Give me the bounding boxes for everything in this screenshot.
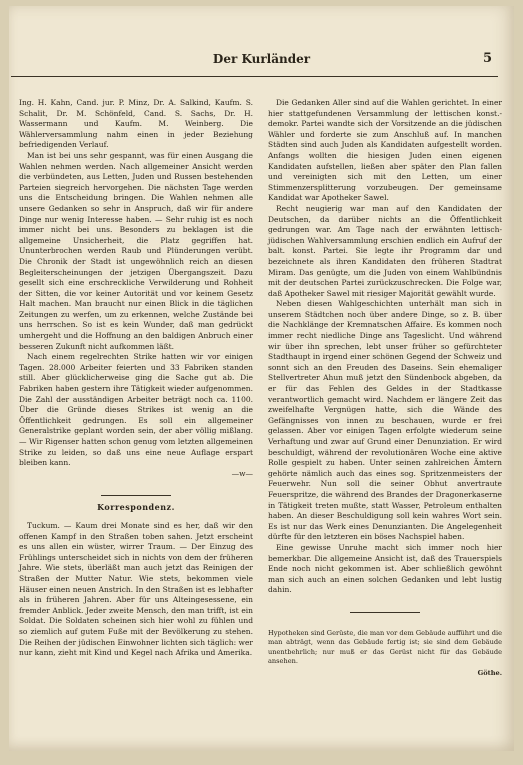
paragraph: Man ist bei uns sehr gespannt, was für einen Ausgang die Wahlen nehmen werden. Nach allgemeiner Ansicht werden die verbündeten, aus Letten, Juden und Russen bestehenden Parteien siegreich hervorgehen. Die nächsten Tage werden uns die Entscheidung bringen. Die Wahlen nehmen alle unsere Gedanken so sehr in Anspruch, daß wir für andere Dinge nur wenig Interesse haben. — Sehr ruhig ist es noch immer nicht bei uns. Besonders zu beklagen ist die allgemeine Unsicherheit, die Platz gegriffen hat. Ununterbrochen werden Raub und Plünderungen verübt. Die Chronik der Stadt ist ungewöhnlich reich an diesen Begleiterscheinungen der jetzigen Übergangszeit. Dazu gesellt sich eine erschreckliche Verwilderung und Rohheit der Sitten, die vor keiner Autorität und vor keinem Gesetz Halt machen. Man braucht nur einen Blick in die täglichen Zeitungen zu werfen, um zu erkennen, welche Zustände bei uns herrschen. So ist es kein Wunder, daß man gedrückt umhergeht und die Hoffnung an den baldigen Anbruch einer besseren Zukunft nicht aufkommen läßt. [19,150,253,351]
quote-box [268,629,502,678]
page-title: Der Kurländer [212,52,311,66]
paragraph: Recht neugierig war man auf den Kandidaten der Deutschen, da darüber nichts an die Öffentlichkeit gedrungen war. Am Tage nach der erwähnten lettisch-jüdischen Wahlversammlung erschien endlich ein Aufruf der balt. konst. Partei. Sie legte ihr Programm dar und bezeichnete als ihren Kandidaten den früheren Stadtrat Miram. Das genügte, um die Juden von einem Wahlbündnis mit der deutschen Partei zurückzuschrecken. Die Folge war, daß Apotheker Sawel mit riesiger Majorität gewählt wurde. [268,203,502,298]
correspondence-paragraph: Tuckum. — Kaum drei Monate sind es her, daß wir den offenen Kampf in den Straßen toben sahen. Jetzt erscheint es uns allen ein wüster, wirrer Traum. — Der Einzug des Frühlings unterscheidet sich in nichts von dem der früheren Jahre. Wie stets, überläßt man auch jetzt das Reinigen der Straßen der Mutter Natur. Wie stets, bekommen viele Häuser einen neuen Anstrich. In den Straßen ist es lebhafter als in früheren Jahren. Aber für uns Alteingesessene, ein fremder Anblick. Jeder zweite Mensch, den man trifft, ist ein Soldat. Die Soldaten scheinen sich hier wohl zu fühlen und so ziemlich auf gutem Fuße mit der Bevölkerung zu stehen. Die Reihen der jüdischen Einwohner lichten sich täglich: wer nur kann, zieht mit Kind und Kegel nach Afrika und Amerika. [19,520,253,658]
section-heading: Korrespondenz. [97,502,175,513]
quote-text: Hypotheken sind Gerüste, die man vor dem Gebäude aufführt und die man abträgt, wenn das Gebäude fertig ist; sie sind dem Gebäude unentbehrlich; nur muß er das Gerüst nicht für das Gebäude ansehen. [268,628,502,666]
paragraph: Eine gewisse Unruhe macht sich immer noch hier bemerkbar. Die allgemeine Ansicht ist, daß des Trauerspiels Ende noch nicht gekommen ist. Aber schließlich gewöhnt man sich auch an einen solchen Gedanken und lebt lustig dahin. [268,542,502,595]
section-divider [101,495,171,496]
page-header [9,52,514,74]
paragraph: Ing. H. Kahn, Cand. jur. P. Minz, Dr. A. Salkind, Kaufm. S. Schalit, Dr. M. Schönfeld, Cand. S. Sachs, Dr. H. Wassermann und Kaufm. M. Weinberg. Die Wählerversammlung nahm einen in jeder Beziehung befriedigenden Verlauf. [19,98,253,150]
signoff: —w— [231,468,253,478]
page-number: 5 [482,51,492,66]
header-rule [11,76,498,77]
paragraph: Die Gedanken Aller sind auf die Wahlen gerichtet. In einer hier stattgefundenen Versammlung der lettischen konst.-demokr. Partei wandte sich der Vorsitzende an die jüdischen Wähler und forderte sie zum Anschluß auf. In manchen Städten sind auch Juden als Kandidaten aufgestellt worden. Anfangs wollten die hiesigen Juden einen eigenen Kandidaten aufstellen, ließen aber später den Plan fallen und vereinigten sich mit den Letten, um einer Stimmenzersplitterung vorzubeugen. Der gemeinsame Kandidat war Apotheker Sawel. [268,98,502,203]
right-column [268,98,502,678]
quote-author: Göthe. [477,668,502,677]
left-column [19,98,253,659]
paragraph: Neben diesen Wahlgeschichten unterhält man sich in unserem Städtchen noch über andere Dinge, so z. B. über die Nachklänge der Kremnatschen Affaire. Es kommen noch immer recht niedliche Dinge ans Tageslicht. Und während wir über ihn sprechen, lebt unser früher so gefürchteter Stadthaupt in irgend einer schönen Gegend der Schweiz und sonnt sich an den Freuden des Daseins. Sein ehemaliger Stellvertreter Ahun muß jetzt den Sündenbock abgeben, da er für das Fehlen des Geldes in der Stadtkasse verantwortlich gemacht wird. Nachdem er längere Zeit das zweifelhafte Vergnügen hatte, sich die Wände des Gefängnisses von innen zu beschauen, wurde er frei gelassen. Aber vor einigen Tagen erfolgte wiederum seine Verhaftung und zwar auf Grund einer Denunziation. Er wird beschuldigt, während der revolutionären Woche eine aktive Rolle gespielt zu haben. Unter seinen zahlreichen Ämtern gehörte nämlich auch das eines sog. Spritzenmeisters der Feuerwehr. Nun soll die seiner Obhut anvertraute Feuerspritze, die während des Brandes der Dragonerkaserne in Tätigkeit treten mußte, statt Wasser, Petroleum enthalten haben. An dieser Beschuldigung soll kein wahres Wort sein. Es ist nur das Werk eines Denunzianten. Die Angelegenheit dürfte für den letzteren ein böses Nachspiel haben. [268,299,502,542]
newspaper-page [9,6,514,751]
paragraph: Nach einem regelrechten Strike hatten wir vor einigen Tagen. 28.000 Arbeiter feierten und 33 Fabriken standen still. Aber glücklicherweise ging die Sache gut ab. Die Fabriken haben gestern ihre Tätigkeit wieder aufgenommen. Die Zahl der ausständigen Arbeiter beträgt noch ca. 1100. Über die Gründe dieses Strikes ist wenig an die Öffentlichkeit gedrungen. Es soll ein allgemeiner Generalstrike geplant worden sein, der aber völlig mißlang. — Wir Rigenser hatten schon genug vom letzten allgemeinen Strike zu leiden, so daß uns eine neue Auflage erspart bleiben kann. [19,352,253,468]
section-divider [350,612,420,613]
